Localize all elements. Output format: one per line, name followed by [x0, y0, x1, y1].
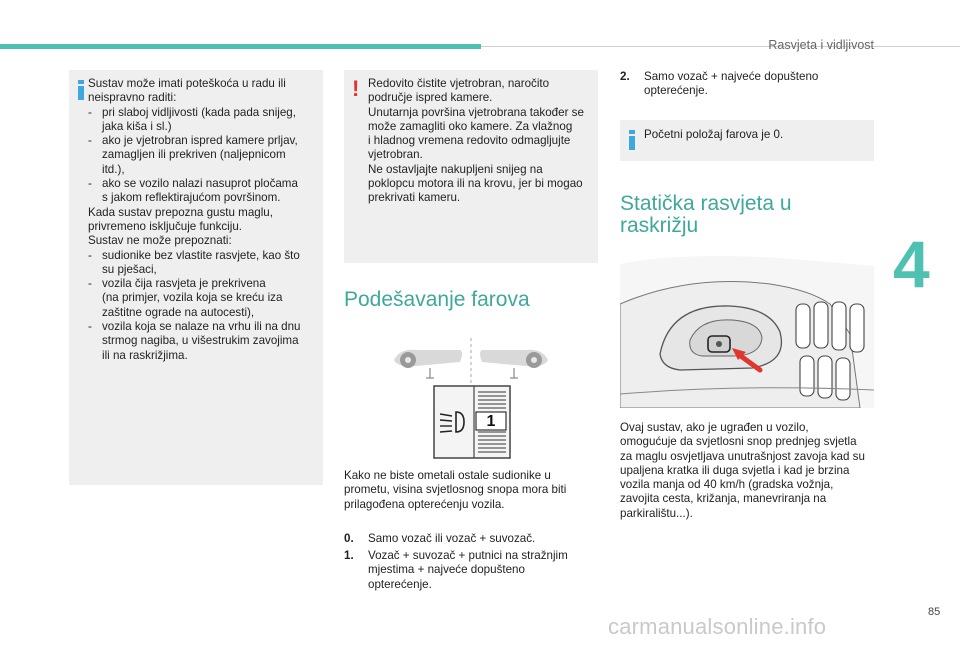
list-dash: -	[88, 105, 92, 119]
text-line: neispravno raditi:	[88, 91, 177, 105]
text-line: privremeno isključuje funkciju.	[88, 219, 243, 233]
list-item-line	[88, 191, 320, 205]
list-item-line	[88, 277, 320, 291]
text-line: prilagođena opterećenju vozila.	[344, 497, 505, 511]
text-line: raskrižju	[620, 214, 699, 237]
section-title-static-cornering-light	[620, 193, 792, 237]
text-line: Redovito čistite vjetrobran, naročito	[368, 77, 550, 90]
list-dash: -	[88, 248, 92, 262]
text-line: mjestima + najveće dopušteno	[368, 563, 525, 577]
text-line: Vozač + suvozač + putnici na stražnjim	[368, 549, 568, 562]
list-item-text: itd.),	[102, 162, 125, 176]
chapter-title: Rasvjeta i vidljivost	[768, 38, 874, 52]
list-item-text: zamagljen ili prekriven (naljepnicom	[102, 148, 286, 162]
text-line: prometu, visina svjetlosnog snopa mora biti	[344, 483, 567, 497]
wheel-digit: 1	[486, 413, 496, 430]
info-icon	[77, 80, 85, 100]
fog-lamp-cornering-photo	[620, 244, 874, 408]
load-position-2: 2. Samo vozač + najveće dopušteno opterećenje.	[620, 70, 819, 98]
text-line: Ne ostavljajte nakupljeni snijeg na	[368, 162, 543, 176]
text-line: Ovaj sustav, ako je ugrađen u vozilo,	[620, 421, 809, 434]
left-box-text	[88, 77, 320, 363]
section-title-headlamp-adjustment: Podešavanje farova	[344, 288, 530, 311]
list-item-text: vozila čija rasvjeta je prekrivena	[102, 277, 266, 291]
text-line: Kako ne biste ometali ostale sudionike u	[344, 469, 551, 482]
watermark: carmanualsonline.info	[608, 614, 827, 639]
list-item-line	[88, 320, 320, 334]
headlamp-beam-left-icon	[394, 350, 462, 378]
text-line: vozila manja od 40 km/h (gradska vožnja,	[620, 478, 834, 492]
text-line: upaljena kratka ili duga svjetla i kad je brzina	[620, 463, 850, 477]
text-line: može zamagliti oko kamere. Za vlažnog	[368, 119, 573, 133]
text-line: Sustav ne može prepoznati:	[88, 234, 232, 248]
text-line: područje ispred kamere.	[368, 91, 493, 105]
info-icon	[628, 130, 636, 150]
list-dash: -	[88, 177, 92, 191]
list-item-line	[88, 349, 320, 363]
list-item-text: strmog nagiba, u višestrukim zavojima	[102, 334, 299, 348]
headlamp-adjustment-diagram	[390, 338, 552, 460]
list-item-text: jaka kiša i sl.)	[102, 119, 172, 133]
list-item-text: vozila koja se nalaze na vrhu ili na dnu	[102, 320, 301, 334]
list-dash: -	[88, 134, 92, 148]
load-position-0: 0. Samo vozač ili vozač + suvozač.	[344, 532, 536, 545]
headlamp-adjust-wheel	[434, 386, 510, 458]
header-accent-bar	[0, 44, 481, 49]
text-line: Kada sustav prepozna gustu maglu,	[88, 205, 273, 219]
text-line: zavojita cesta, križanja, manevriranja na	[620, 492, 827, 506]
text-line: poklopcu motora ili na krovu, jer bi mogao	[368, 177, 583, 191]
text-line: Unutarnja površina vjetrobrana također se	[368, 105, 584, 119]
list-item-line	[88, 249, 320, 263]
list-dash: -	[88, 320, 92, 334]
warning-icon: !	[352, 76, 360, 101]
list-item-text: zaštitne ograde na autocesti),	[102, 305, 255, 319]
text-line: i hladnog vremena redovito odmagljujte	[368, 134, 571, 148]
left-info-box	[69, 70, 323, 485]
list-item-line	[88, 148, 320, 162]
initial-position-info-box	[620, 120, 874, 161]
text-line: Sustav može imati poteškoća u radu ili	[88, 77, 286, 90]
list-item-line	[88, 306, 320, 320]
list-item-line	[88, 291, 320, 305]
initial-position-text: Početni položaj farova je 0.	[644, 128, 784, 141]
list-item-line	[88, 134, 320, 148]
headlamp-beam-right-icon	[480, 350, 548, 378]
list-item-line	[88, 263, 320, 277]
list-item-line	[88, 120, 320, 134]
load-position-1: 1. Vozač + suvozač + putnici na stražnjim mjestima + najveće dopušteno opterećenje.	[344, 549, 568, 591]
text-line: opterećenje.	[644, 84, 708, 98]
text-line: vjetrobran.	[368, 148, 423, 162]
list-item-line	[88, 177, 320, 191]
list-item-text: su pješaci,	[102, 262, 157, 276]
list-item-text: ako se vozilo nalazi nasuprot pločama	[102, 177, 298, 191]
text-line: omogućuje da svjetlosni snop prednjeg svjetla	[620, 435, 857, 449]
list-item-line	[88, 163, 320, 177]
header-rule	[481, 46, 960, 47]
list-dash: -	[88, 277, 92, 291]
list-item-text: sudionike bez vlastite rasvjete, kao što	[102, 248, 300, 262]
page-number: 85	[928, 606, 941, 618]
text-line: za maglu osvjetljava unutrašnjost zavoja kad su	[620, 449, 865, 463]
text-line: Samo vozač + najveće dopušteno	[644, 70, 819, 83]
list-item-line	[88, 106, 320, 120]
warning-box	[344, 70, 598, 263]
text-line: prekrivati kameru.	[368, 191, 461, 205]
text-line: opterećenje.	[368, 577, 432, 591]
list-item-text: (na primjer, vozila koja se kreću iza	[102, 291, 283, 305]
list-item-text: pri slaboj vidljivosti (kada pada snijeg,	[102, 105, 296, 119]
list-item-line	[88, 334, 320, 348]
text-line: Statička rasvjeta u	[620, 192, 792, 215]
list-item-text: ako je vjetrobran ispred kamere prljav,	[102, 134, 298, 148]
headlamp-adjustment-intro	[344, 469, 598, 512]
list-item-text: ili na raskrižjima.	[102, 348, 188, 362]
text-line: parkiralištu...).	[620, 506, 693, 520]
chapter-number: 4	[893, 227, 930, 301]
text-line: Samo vozač ili vozač + suvozač.	[368, 532, 536, 545]
list-item-text: s jakom reflektirajućom površinom.	[102, 191, 281, 205]
static-cornering-description	[620, 421, 878, 521]
warning-box-text	[368, 77, 596, 206]
